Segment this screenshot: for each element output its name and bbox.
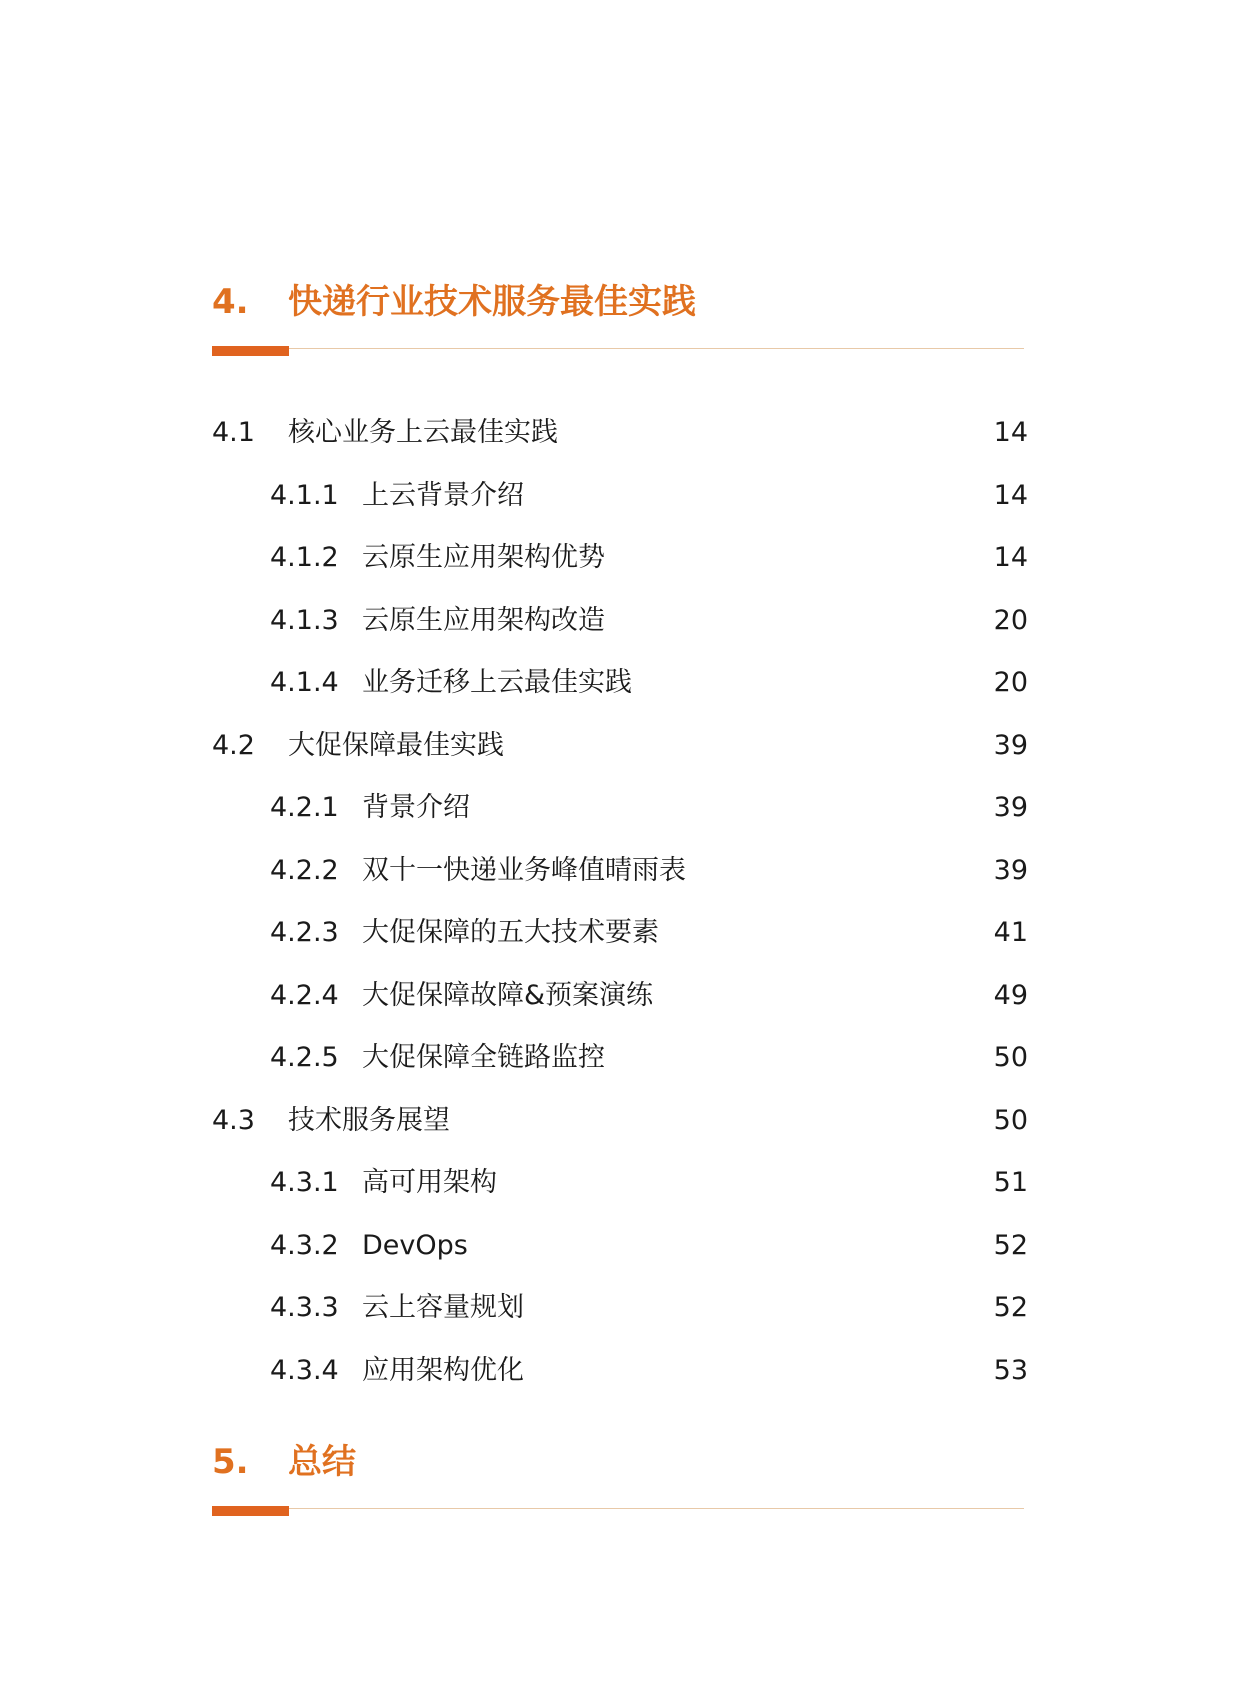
table-of-contents [212,402,1028,1402]
toc-entry[interactable] [212,1340,1028,1403]
toc-entry-page: 51 [993,1167,1028,1198]
toc-entry-page: 39 [993,854,1028,886]
toc-entry-label: 高可用架构 [362,1167,497,1198]
chapter-title: 快递行业技术服务最佳实践 [288,282,696,322]
toc-entry-number: 4.3.2 [270,1229,339,1261]
toc-entry[interactable] [212,527,1028,590]
toc-entry[interactable] [212,777,1028,840]
toc-entry-label: 云原生应用架构改造 [362,604,605,636]
toc-entry-label: 技术服务展望 [288,1104,450,1136]
toc-entry-label: 核心业务上云最佳实践 [288,417,558,448]
toc-entry-label: 上云背景介绍 [362,479,524,511]
toc-entry[interactable] [212,1027,1028,1090]
toc-entry-label: 大促保障最佳实践 [288,729,504,761]
chapter-4-title-row[interactable] [212,272,1024,332]
toc-entry[interactable] [212,965,1028,1028]
toc-entry-label: 大促保障的五大技术要素 [362,917,659,948]
toc-entry-page: 52 [993,1292,1028,1323]
toc-entry-page: 50 [993,1042,1028,1073]
chapter-title: 总结 [288,1442,356,1482]
chapter-5-title-row[interactable] [212,1432,1024,1492]
toc-entry[interactable] [212,902,1028,965]
toc-entry-page: 52 [993,1229,1028,1261]
toc-entry-page: 20 [993,604,1028,636]
toc-entry-number: 4.1.3 [270,604,339,636]
toc-entry-number: 4.2.2 [270,854,339,886]
toc-entry-number: 4.2.3 [270,917,339,948]
toc-entry-label: 应用架构优化 [362,1354,524,1386]
toc-entry-number: 4.3.4 [270,1354,339,1386]
toc-entry[interactable] [212,1152,1028,1215]
toc-entry[interactable] [212,1215,1028,1278]
chapter-number: 5. [212,1442,249,1482]
toc-entry-number: 4.1.4 [270,667,339,698]
toc-entry-number: 4.1 [212,417,255,448]
toc-entry-label: 大促保障故障&预案演练 [362,979,654,1011]
toc-entry[interactable] [212,465,1028,528]
toc-entry-page: 39 [993,729,1028,761]
toc-entry-page: 53 [993,1354,1028,1386]
toc-entry[interactable] [212,652,1028,715]
toc-entry-page: 20 [993,667,1028,698]
toc-entry-page: 39 [993,792,1028,823]
toc-entry[interactable] [212,1277,1028,1340]
toc-entry-label: 云上容量规划 [362,1292,524,1323]
divider-accent [212,1506,289,1516]
divider-line [212,1508,1024,1509]
toc-entry-label: 业务迁移上云最佳实践 [362,667,632,698]
toc-entry-number: 4.2.5 [270,1042,339,1073]
chapter-5-heading [212,1432,1024,1516]
toc-entry-label: DevOps [362,1229,468,1261]
toc-entry-page: 41 [993,917,1028,948]
toc-entry-label: 双十一快递业务峰值晴雨表 [362,854,686,886]
toc-entry-number: 4.3.1 [270,1167,339,1198]
toc-entry-number: 4.2.4 [270,979,339,1011]
toc-entry-number: 4.1.1 [270,479,339,511]
toc-entry[interactable] [212,840,1028,903]
toc-entry-label: 云原生应用架构优势 [362,542,605,573]
toc-entry[interactable] [212,402,1028,465]
toc-entry[interactable] [212,715,1028,778]
toc-entry-page: 14 [993,479,1028,511]
toc-entry[interactable] [212,590,1028,653]
toc-entry[interactable] [212,1090,1028,1153]
chapter-number: 4. [212,282,249,322]
toc-entry-number: 4.3.3 [270,1292,339,1323]
toc-entry-number: 4.2.1 [270,792,339,823]
chapter-4-heading [212,272,1024,356]
toc-entry-page: 14 [993,542,1028,573]
toc-entry-label: 大促保障全链路监控 [362,1042,605,1073]
divider-accent [212,346,289,356]
chapter-divider [212,1506,1024,1516]
divider-line [212,348,1024,349]
toc-entry-number: 4.2 [212,729,255,761]
toc-entry-page: 50 [993,1104,1028,1136]
toc-entry-number: 4.1.2 [270,542,339,573]
toc-entry-number: 4.3 [212,1104,255,1136]
toc-entry-page: 49 [993,979,1028,1011]
chapter-divider [212,346,1024,356]
toc-entry-page: 14 [993,417,1028,448]
toc-entry-label: 背景介绍 [362,792,470,823]
